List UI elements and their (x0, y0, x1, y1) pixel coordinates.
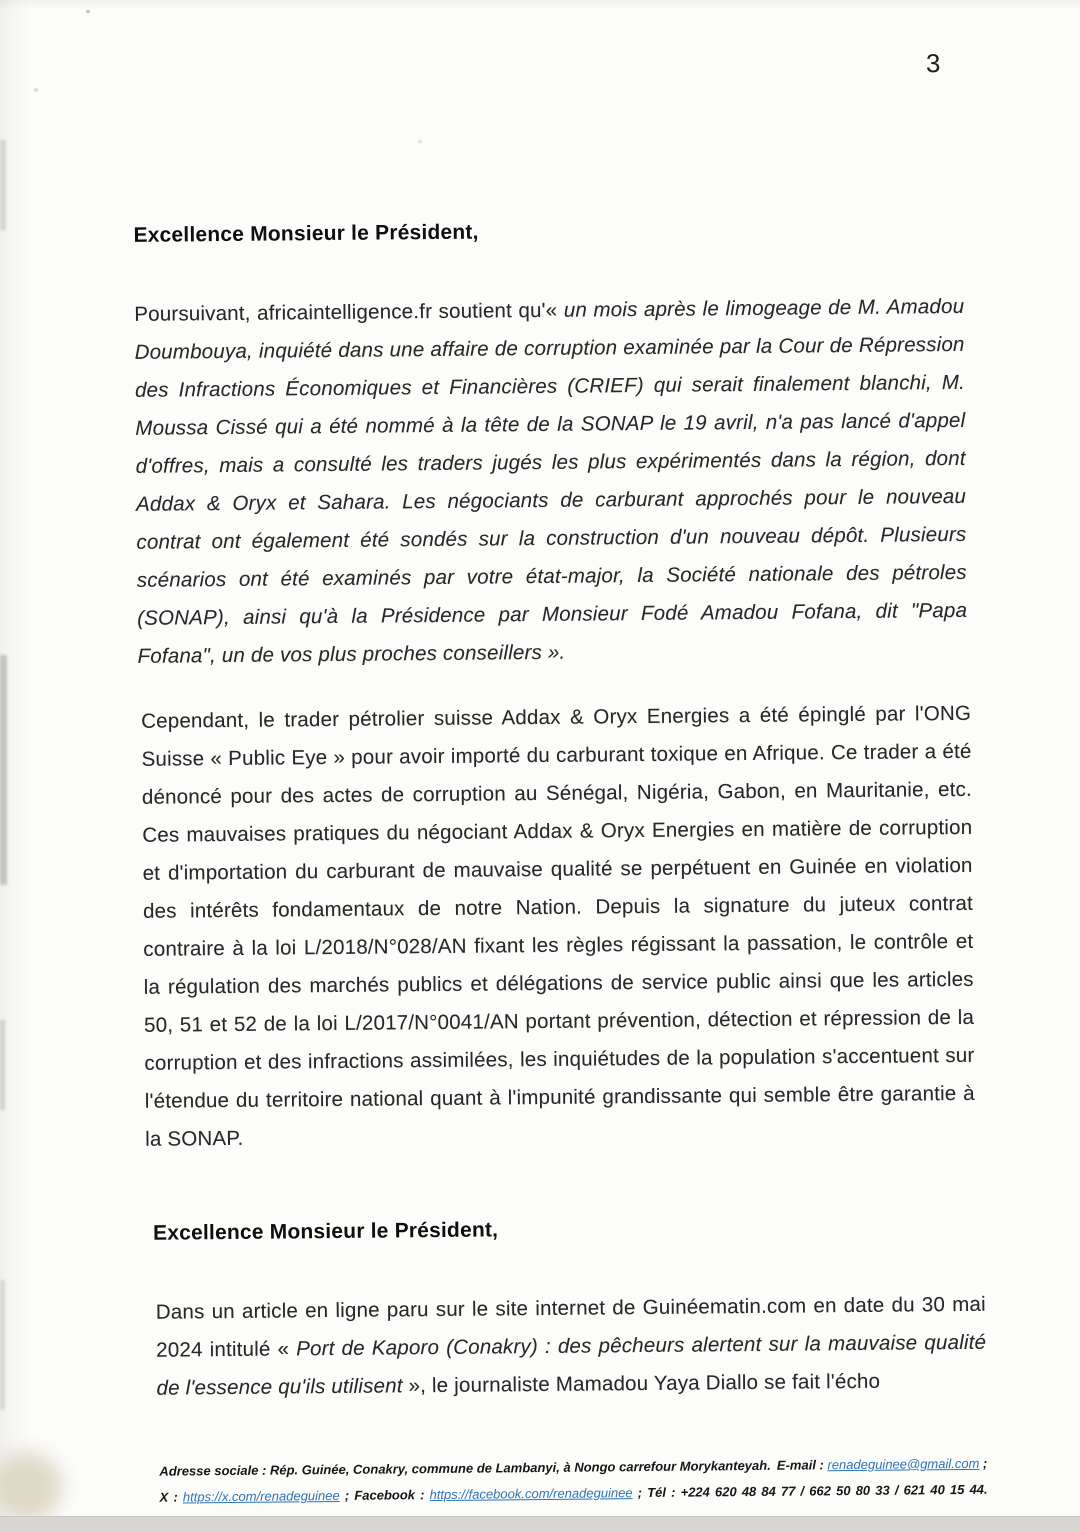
text-segment: », le journaliste Mamadou Yaya Diallo se fait l'écho (402, 1369, 881, 1398)
page-number: 3 (925, 48, 941, 79)
paragraph-africaintelligence-quote (134, 288, 968, 676)
footer-phone: ; Tél : +224 620 48 84 77 / 662 50 80 33 / 621 40 15 44. (632, 1481, 988, 1501)
footer-email-label: E-mail : (776, 1457, 828, 1473)
footer-facebook-link[interactable]: https://facebook.com/renadeguinee (429, 1485, 633, 1503)
text-segment: Dans un article en ligne paru sur le site internet de Guinéematin.com en date du 30 mai 2024 intitulé « (155, 1292, 986, 1362)
text-segment: Poursuivant, africaintelligence.fr soutient qu'« (134, 298, 564, 326)
footer-semicolon: ; (979, 1455, 988, 1471)
text-segment: Port de Kaporo (Conakry) : des pêcheurs alertent sur la mauvaise qualité de l'essence qu'ils utilisent (156, 1330, 987, 1400)
footer-address: Adresse sociale : Rép. Guinée, Conakry, commune de Lambanyi, à Nongo carrefour Morykanteyah. (159, 1457, 771, 1479)
letter-footer (159, 1451, 987, 1511)
salutation-heading-1: Excellence Monsieur le Président, (133, 220, 479, 247)
footer-x-link[interactable]: https://x.com/renadeguinee (182, 1487, 340, 1505)
salutation-heading-2: Excellence Monsieur le Président, (152, 1218, 499, 1245)
footer-line-1-right (777, 1451, 988, 1479)
paragraph-addax-oryx-denunciation (141, 695, 975, 1159)
footer-email-link[interactable]: renadeguinee@gmail.com (827, 1455, 980, 1473)
footer-x-label: X : (159, 1489, 183, 1505)
paragraph-guineematin-article (156, 1286, 987, 1408)
scan-artifact-left-streak (0, 1280, 5, 1410)
text-segment: Cependant, le trader pétrolier suisse Addax & Oryx Energies a été épinglé par l'ONG Suisse « Public Eye » pour avoir importé du carburant toxique en Afrique. Ce trader a été dénoncé pour des actes de corruption au Sénégal, Nigéria, Gabon, en Mauritanie, etc. Ces mauvaises pratiques du négociant Addax & Oryx Energies en matière de corruption et d'importation du carburant de mauvaise qualité se perpétuent en Guinée en violation des intérêts fondamentaux de notre Nation. Depuis la signature du juteux contrat contraire à la loi L/2018/N°028/AN fixant les règles régissant la passation, le contrôle et la régulation des marchés publics et délégations de service public ainsi que les articles 50, 51 et 52 de la loi L/2017/N°0041/AN portant prévention, détection et répression de la corruption et des infractions assimilées, les inquiétudes de la population s'accentuent sur l'étendue du territoire national quant à l'impunité grandissante qui semble être garantie à la SONAP. (141, 701, 975, 1151)
text-segment: un mois après le limogeage de M. Amadou Doumbouya, inquiété dans une affaire de corruption examinée par la Cour de Répression des Infractions Économiques et Financières (CRIEF) qui serait finalement blanchi, M. Moussa Cissé qui a été nommé à la tête de la SONAP le 19 avril, n'a pas lancé d'appel d'offres, mais a consulté les traders jugés les plus expérimentés dans la région, dont Addax & Oryx et Sahara. Les négociants de carburant approchés pour le nouveau contrat ont également été sondés sur la construction d'un nouveau dépôt. Plusieurs scénarios ont été examinés par votre état-major, la Société nationale des pétroles (SONAP), ainsi qu'à la Présidence par Monsieur Fodé Amadou Fofana, dit "Papa Fofana", un de vos plus proches conseillers ». (134, 294, 968, 668)
footer-facebook-label: ; Facebook : (339, 1487, 430, 1503)
